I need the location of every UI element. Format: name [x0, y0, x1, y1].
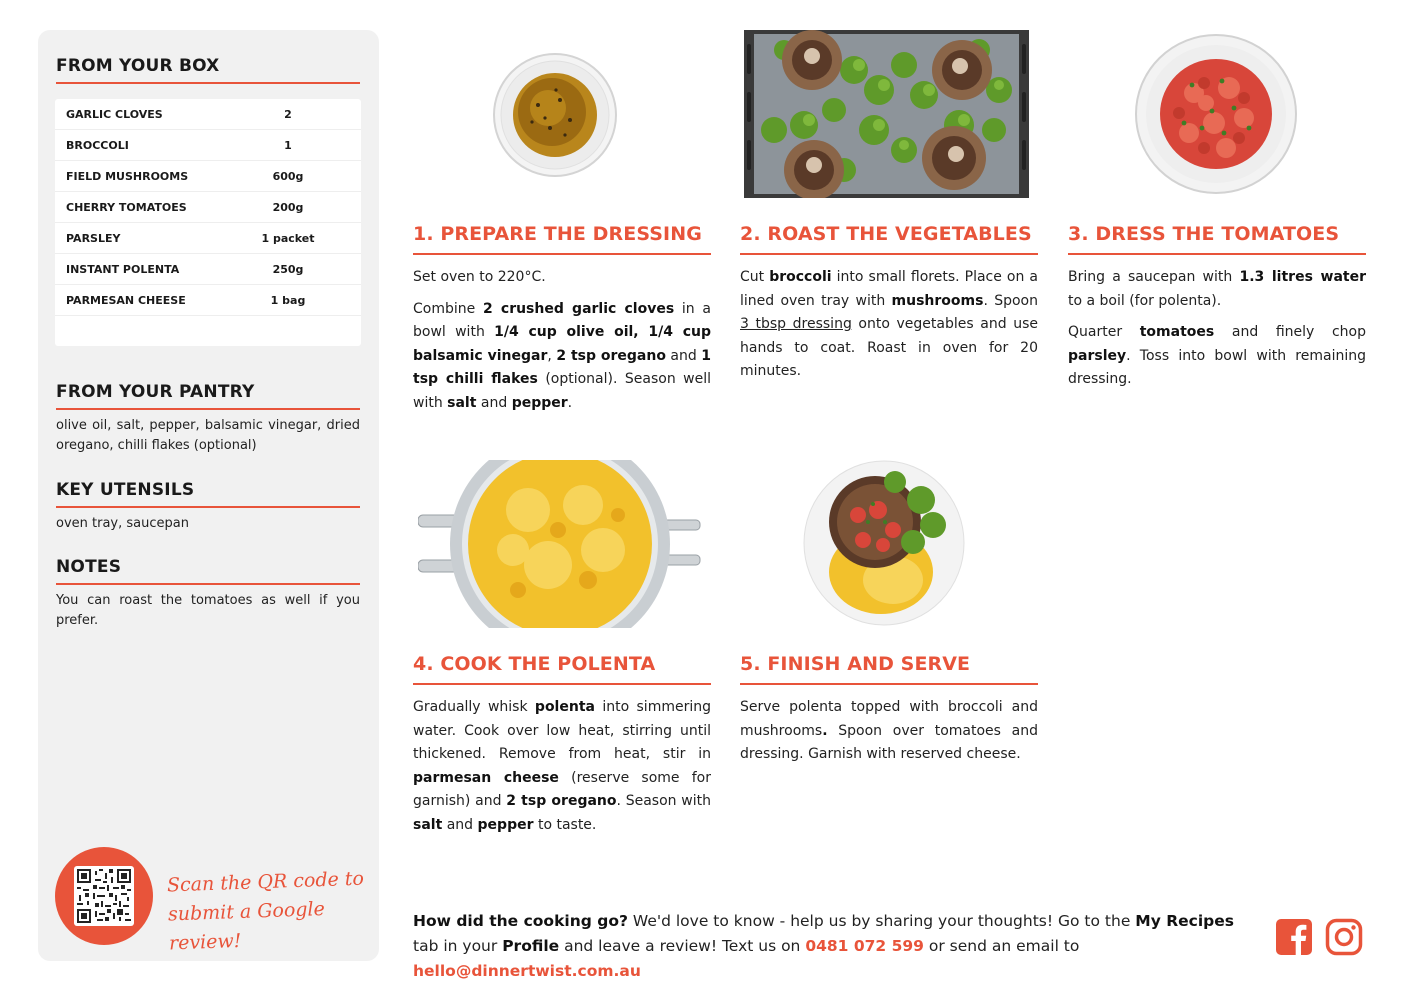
footer-feedback: How did the cooking go? We'd love to know - help us by sharing your thoughts! Go to the My Recipes tab in your Profile and leave a review! Text us on 0481 072 599 or send an email to hello@dinnertwist.com.au: [413, 912, 1234, 980]
sidebar: [38, 30, 379, 961]
box-ingredients-table: [55, 99, 361, 346]
utensils-title: KEY UTENSILS: [56, 480, 195, 500]
qr-code-icon: [74, 866, 134, 926]
ingredient-name: PARSLEY: [66, 231, 121, 245]
qr-line-2: submit a Google review!: [167, 898, 326, 955]
my-recipes-label: My Recipes: [1135, 912, 1234, 930]
ingredient-qty: 2: [284, 107, 292, 121]
step-2-body: [740, 266, 1038, 392]
step-4-body: [413, 696, 711, 845]
step-4-rule: [413, 683, 711, 685]
ingredient-qty: 200g: [272, 200, 304, 214]
step-4-text-1: Gradually whisk polenta into simmering water. Cook over low heat, stirring until thickened. Remove from heat, stir in parmesan cheese (reserve some for garnish) and 2 tsp oregano. Season with salt and pepper to taste.: [413, 699, 711, 833]
step-3-title: 3. DRESS THE TOMATOES: [1068, 223, 1340, 245]
pantry-text: olive oil, salt, pepper, balsamic vinegar, dried oregano, chilli flakes (optional): [56, 418, 360, 453]
ingredient-name: GARLIC CLOVES: [66, 107, 163, 121]
ingredient-qty: 1 packet: [261, 231, 315, 245]
step-5-text-1: Serve polenta topped with broccoli and mushrooms. Spoon over tomatoes and dressing. Garnish with reserved cheese.: [740, 699, 1038, 762]
step-3-body: [1068, 266, 1366, 400]
table-row: [55, 285, 361, 316]
step-1-title: 1. PREPARE THE DRESSING: [413, 223, 702, 245]
step-5-title: 5. FINISH AND SERVE: [740, 653, 971, 675]
table-row: [55, 130, 361, 161]
table-row: [55, 223, 361, 254]
step-1-text-1: Set oven to 220°C.: [413, 269, 546, 285]
step-3-rule: [1068, 253, 1366, 255]
table-row: [55, 254, 361, 285]
step-1-rule: [413, 253, 711, 255]
qr-line-1: Scan the QR code to: [166, 867, 365, 897]
footer-question: How did the cooking go?: [413, 912, 628, 930]
email-link[interactable]: hello@dinnertwist.com.au: [413, 962, 641, 980]
ingredient-qty: 250g: [272, 262, 304, 276]
ingredient-qty: 1: [284, 138, 292, 152]
table-row: [55, 161, 361, 192]
step-4-title: 4. COOK THE POLENTA: [413, 653, 656, 675]
dressing-bowl-image: [490, 50, 620, 180]
step-1-body: [413, 266, 711, 423]
ingredient-name: CHERRY TOMATOES: [66, 200, 187, 214]
step-2-text-1: Cut broccoli into small florets. Place on a lined oven tray with mushrooms. Spoon 3 tbsp dressing onto vegetables and use hands to coat. Roast in oven for 20 minutes.: [740, 269, 1039, 379]
polenta-pot-image: [418, 460, 703, 628]
step-5-body: [740, 696, 1038, 775]
qr-badge[interactable]: [55, 847, 153, 945]
ingredient-name: INSTANT POLENTA: [66, 262, 180, 276]
table-row: [55, 99, 361, 130]
box-title: FROM YOUR BOX: [56, 56, 220, 76]
step-5-rule: [740, 683, 1038, 685]
tomato-bowl-image: [1134, 33, 1298, 195]
qr-review-text: [167, 865, 370, 959]
notes-text: You can roast the tomatoes as well if you prefer.: [56, 593, 360, 628]
roast-tray-image: [744, 30, 1029, 198]
ingredient-qty: 1 bag: [270, 293, 306, 307]
served-plate-image: [803, 460, 965, 626]
ingredient-name: FIELD MUSHROOMS: [66, 169, 189, 183]
profile-label: Profile: [502, 937, 560, 955]
step-2-rule: [740, 253, 1038, 255]
facebook-icon[interactable]: [1275, 918, 1313, 956]
step-3-text-1: Bring a saucepan with 1.3 litres water to a boil (for polenta).: [1068, 269, 1366, 309]
ingredient-name: PARMESAN CHEESE: [66, 293, 186, 307]
utensils-title-rule: [56, 506, 360, 508]
pantry-title: FROM YOUR PANTRY: [56, 382, 255, 402]
pantry-title-rule: [56, 408, 360, 410]
step-2-title: 2. ROAST THE VEGETABLES: [740, 223, 1032, 245]
instagram-icon[interactable]: [1325, 918, 1363, 956]
table-row-empty: [55, 316, 361, 346]
ingredient-qty: 600g: [272, 169, 304, 183]
box-title-rule: [56, 82, 360, 84]
notes-title: NOTES: [56, 557, 122, 577]
notes-title-rule: [56, 583, 360, 585]
utensils-text: oven tray, saucepan: [56, 516, 189, 531]
step-1-text-2: Combine 2 crushed garlic cloves in a bowl with 1/4 cup olive oil, 1/4 cup balsamic vinegar, 2 tsp oregano and 1 tsp chilli flakes (optional). Season well with salt and pepper.: [413, 300, 711, 411]
phone-link[interactable]: 0481 072 599: [805, 937, 924, 955]
table-row: [55, 192, 361, 223]
ingredient-name: BROCCOLI: [66, 138, 129, 152]
step-3-text-2: Quarter tomatoes and finely chop parsley. Toss into bowl with remaining dressing.: [1068, 324, 1366, 387]
